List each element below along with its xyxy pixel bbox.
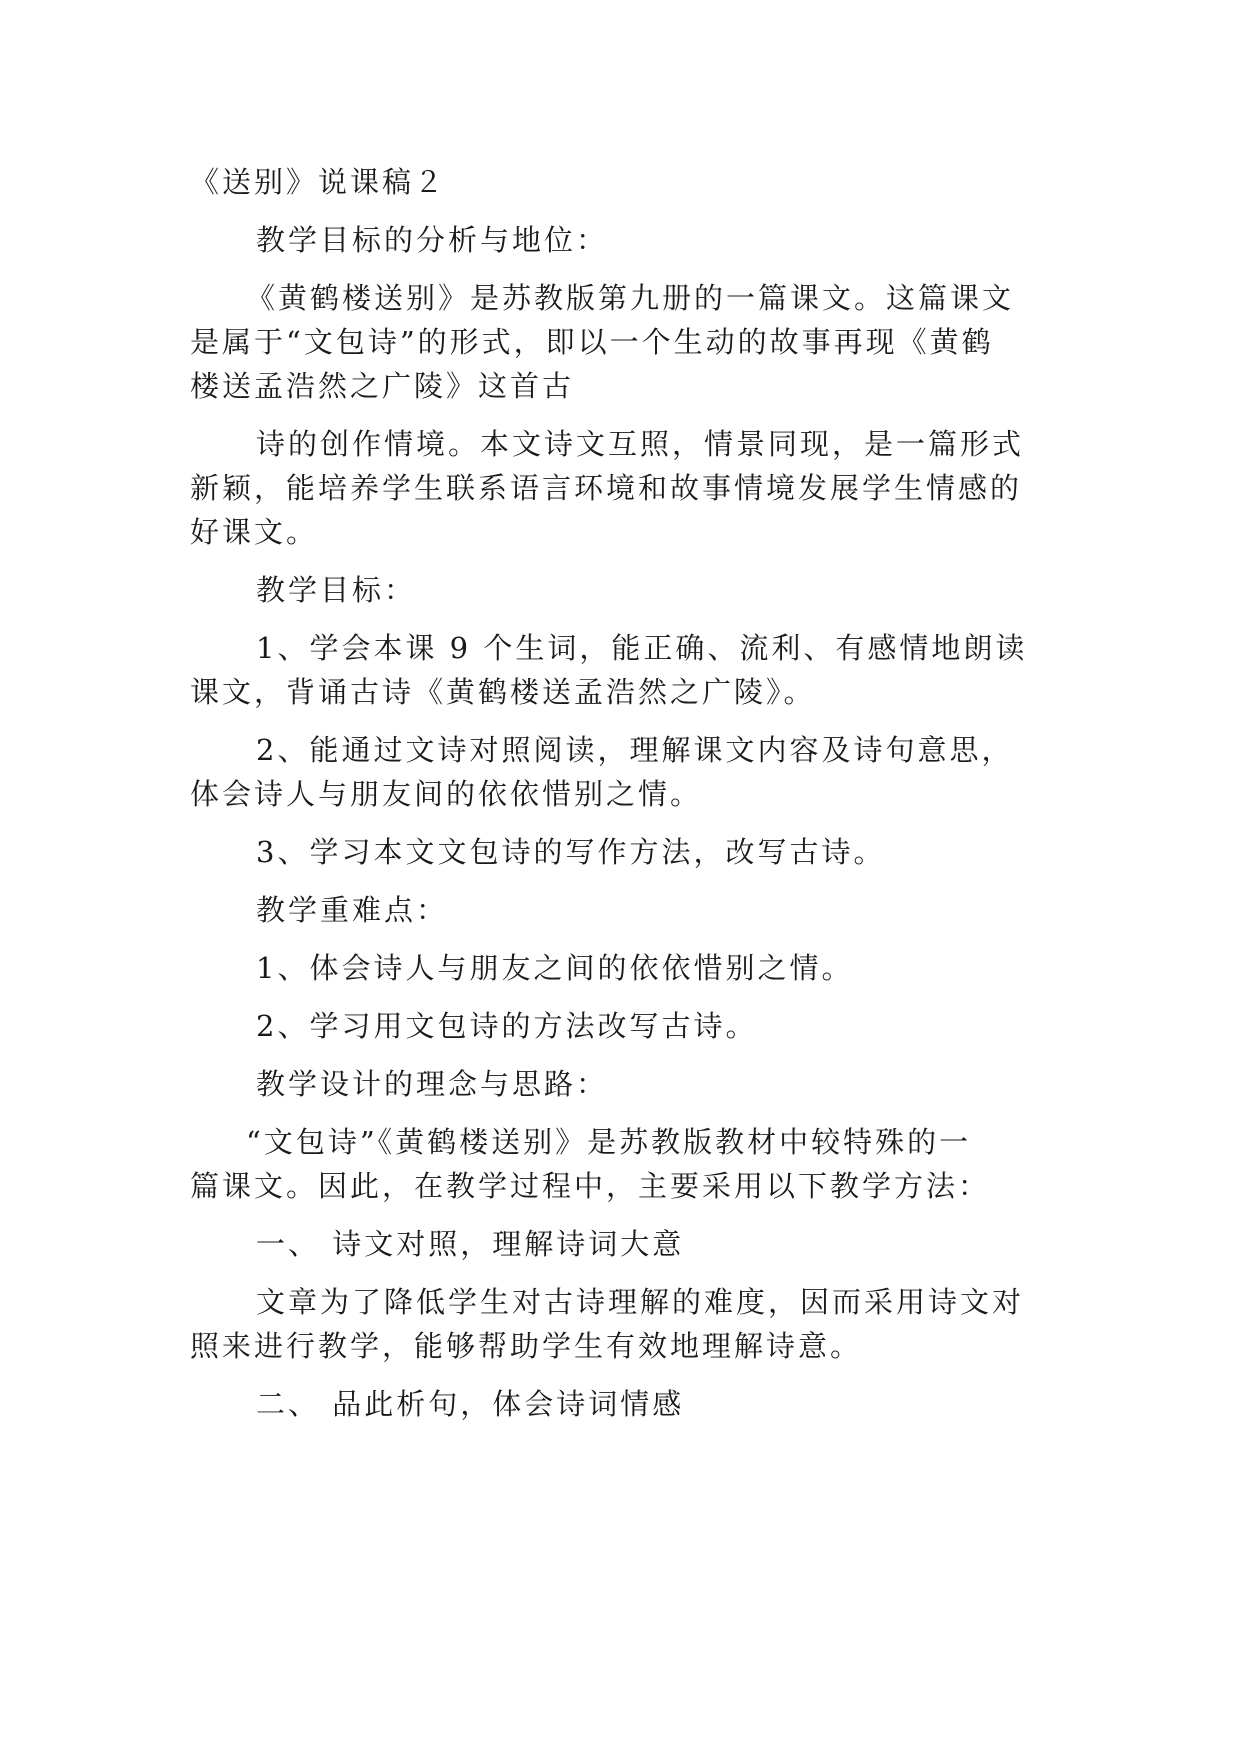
paragraph-goal-2	[190, 728, 1050, 816]
paragraph-objective-heading	[190, 218, 1050, 262]
text-line: 体会诗人与朋友间的依依惜别之情。	[190, 777, 703, 811]
text-line: 二、 品此析句，体会诗词情感	[256, 1387, 685, 1421]
document-title: 《送别》说课稿２	[190, 165, 447, 199]
text-line: 楼送孟浩然之广陵》这首古	[190, 369, 575, 403]
text-line: 教学目标的分析与地位：	[256, 223, 609, 257]
paragraph-key-points-heading	[190, 888, 1050, 932]
paragraph-goal-1	[190, 626, 1050, 714]
paragraph-key-point-1	[190, 946, 1050, 990]
text-line: 1、学会本课 9 个生词，能正确、流利、有感情地朗读	[256, 631, 1028, 665]
paragraph-goals-heading	[190, 568, 1050, 612]
text-line: 1、体会诗人与朋友之间的依依惜别之情。	[256, 951, 854, 985]
text-line: 《黄鹤楼送别》是苏教版第九册的一篇课文。这篇课文	[246, 281, 1015, 315]
text-line: 3、学习本文文包诗的写作方法，改写古诗。	[256, 835, 886, 869]
text-line: 课文，背诵古诗《黄鹤楼送孟浩然之广陵》。	[190, 675, 816, 709]
paragraph-method-2-heading	[190, 1382, 1050, 1426]
text-line: 一、 诗文对照，理解诗词大意	[256, 1227, 685, 1261]
document-page	[190, 160, 1050, 1440]
paragraph-method-1	[190, 1280, 1050, 1368]
paragraph-design-heading	[190, 1062, 1050, 1106]
text-line: 是属于“文包诗”的形式，即以一个生动的故事再现《黄鹤	[190, 325, 994, 359]
text-line: 诗的创作情境。本文诗文互照，情景同现，是一篇形式	[256, 427, 1025, 461]
text-line: 好课文。	[190, 515, 319, 549]
text-line: 新颖，能培养学生联系语言环境和故事情境发展学生情感的	[190, 471, 1023, 505]
text-line: “文包诗”《黄鹤楼送别》是苏教版教材中较特殊的一	[246, 1125, 972, 1159]
text-line: 教学设计的理念与思路：	[256, 1067, 609, 1101]
text-line: 2、能通过文诗对照阅读，理解课文内容及诗句意思，	[256, 733, 1014, 767]
text-line: 篇课文。因此，在教学过程中，主要采用以下教学方法：	[190, 1169, 991, 1203]
text-line: 照来进行教学，能够帮助学生有效地理解诗意。	[190, 1329, 863, 1363]
text-line: 教学重难点：	[256, 893, 449, 927]
paragraph-situation	[190, 422, 1050, 554]
paragraph-method-1-heading	[190, 1222, 1050, 1266]
paragraph-key-point-2	[190, 1004, 1050, 1048]
paragraph-design	[190, 1120, 1050, 1208]
text-line: 教学目标：	[256, 573, 417, 607]
paragraph-intro	[190, 276, 1050, 408]
paragraph-goal-3	[190, 830, 1050, 874]
text-line: 2、学习用文包诗的方法改写古诗。	[256, 1009, 758, 1043]
text-line: 文章为了降低学生对古诗理解的难度，因而采用诗文对	[256, 1285, 1025, 1319]
